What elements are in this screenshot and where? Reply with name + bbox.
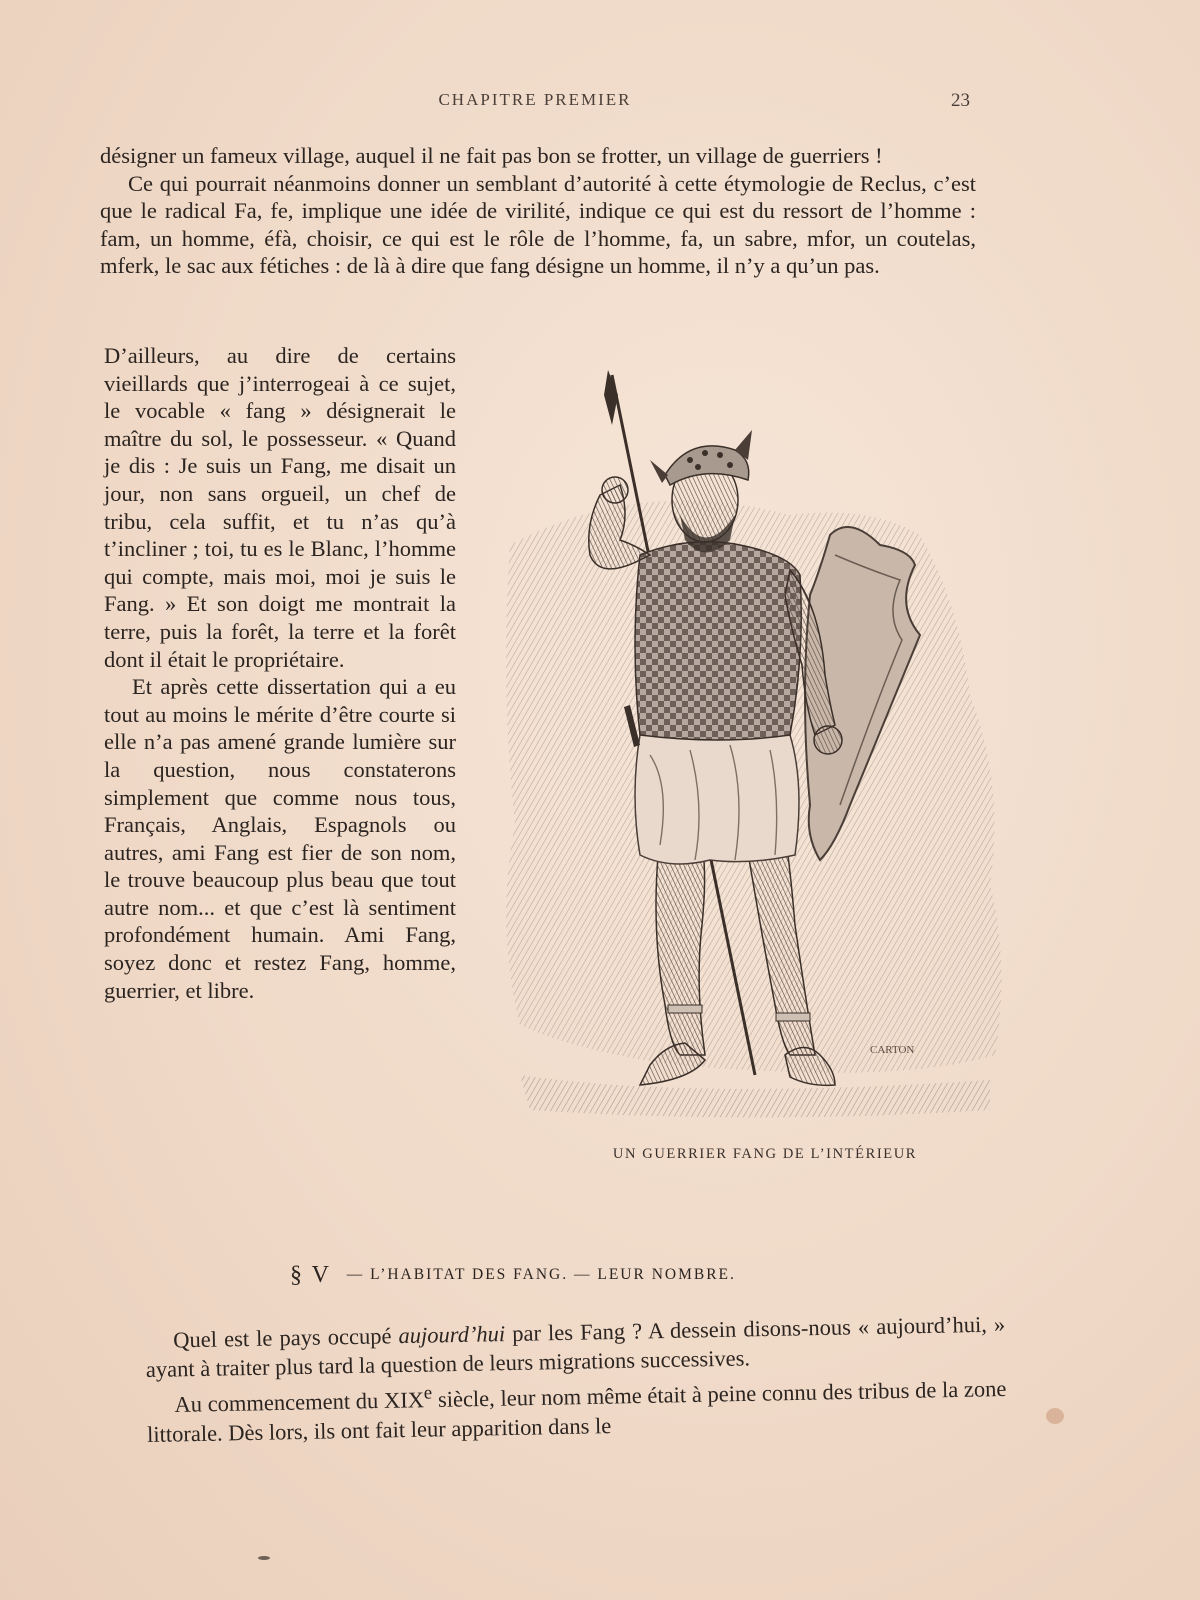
text-run: Au commencement du XIX — [174, 1387, 425, 1417]
text-run: par les Fang ? A dessein disons-nous « aujourd’hui, » ayant à traiter plus tard la question de leurs migrations successives. — [145, 1311, 1006, 1382]
section-heading — [290, 1262, 890, 1289]
superscript: e — [423, 1382, 433, 1404]
page-header — [100, 90, 970, 120]
engraving-image — [490, 365, 1020, 1145]
body-text-column — [104, 342, 456, 1004]
engraver-signature: CARTON — [870, 1044, 915, 1056]
italic-text: aujourd’hui — [398, 1321, 506, 1349]
section-title: — L’HABITAT DES FANG. — LEUR NOMBRE. — [346, 1266, 736, 1283]
page-number: 23 — [951, 90, 970, 111]
paragraph: D’ailleurs, au dire de certains vieillards que j’interrogeai à ce sujet, le vocable « fang » désignerait le maître du sol, le possesseur. « Quand je dis : Je suis un Fang, me disait un jour, non sans orgueil, un chef de tribu, cela suffit, et tu n’as qu’à t’incliner ; toi, tu es le Blanc, l’homme qui compte, mais moi, moi je suis le Fang. » Et son doigt me montrait la terre, puis la forêt, la terre et la forêt dont il était le propriétaire. — [104, 343, 456, 672]
running-head: CHAPITRE PREMIER — [438, 90, 632, 109]
figure-caption: UN GUERRIER FANG DE L’INTÉRIEUR — [612, 1146, 918, 1162]
paper-stain — [258, 1556, 270, 1560]
section-number: § V — [290, 1262, 331, 1288]
text-run: Quel est le pays occupé — [173, 1323, 399, 1353]
warrior-illustration — [490, 365, 1020, 1145]
text-run: siècle, leur nom même était à peine connu des tribus de la zone littorale. Dès lors, ils ont fait leur apparition dans le — [146, 1375, 1007, 1447]
paragraph: Ce qui pourrait néanmoins donner un semblant d’autorité à cette étymologie de Reclus, c’est que le radical Fa, fe, implique une idée de virilité, indique ce qui est du ressort de l’homme : fam, un homme, éfà, choisir, ce qui est le rôle de l’homme, fa, un sabre, mfor, un coutelas, mferk, le sac aux fétiches : de là à dire que fang désigne un homme, il n’y a qu’un pas. — [100, 170, 976, 279]
paragraph: Et après cette dissertation qui a eu tout au moins le mérite d’être courte si elle n’a pas amené grande lumière sur la question, nous constaterons simplement que comme nous tous, Français, Anglais, Espagnols ou autres, ami Fang est fier de son nom, le trouve beaucoup plus beau que tout autre nom... et que c’est là sentiment profondément humain. Ami Fang, soyez donc et restez Fang, homme, guerrier, et libre. — [104, 674, 456, 1003]
paragraph: désigner un fameux village, auquel il ne fait pas bon se frotter, un village de guerriers ! — [100, 143, 883, 168]
paper-stain — [1046, 1408, 1064, 1424]
body-text-top — [100, 142, 976, 280]
body-text-bottom — [145, 1309, 1007, 1448]
